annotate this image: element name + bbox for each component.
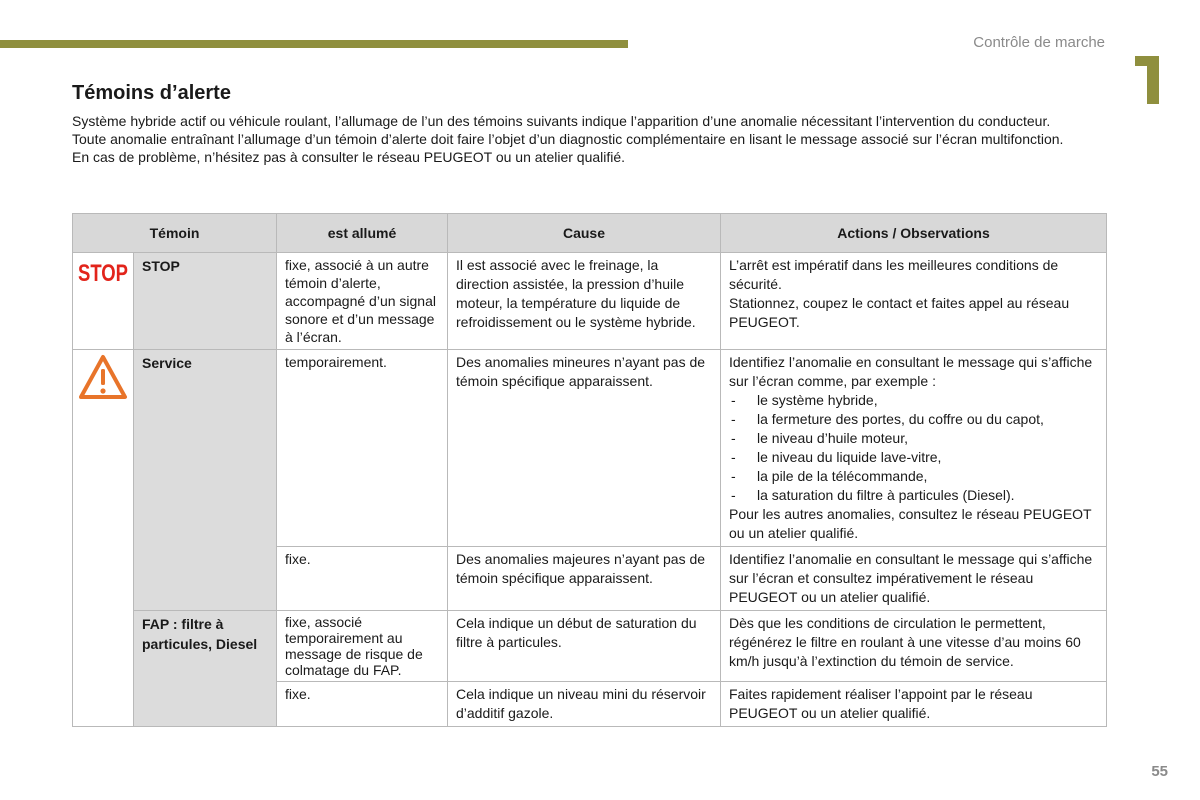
anomaly-list <box>729 391 1098 505</box>
action-text: Dès que les conditions de circulation le permettent, régénérez le filtre en roulant à une vitesse d’au moins 60 km/h jusqu’à l’extinction du témoin de service. <box>721 611 1107 682</box>
light-name: STOP <box>134 253 277 350</box>
intro-paragraph: Toute anomalie entraînant l’allumage d’un témoin d’alerte doit faire l’objet d’un diagnostic complémentaire en lisant le message associé sur l’écran multifonction. <box>72 131 1064 147</box>
col-header-allume: est allumé <box>277 214 448 253</box>
cause-text: Cela indique un début de saturation du filtre à particules. <box>448 611 721 682</box>
cause-text: Des anomalies majeures n’ayant pas de témoin spécifique apparaissent. <box>448 547 721 611</box>
action-line: Pour les autres anomalies, consultez le réseau PEUGEOT ou un atelier qualifié. <box>729 506 1092 541</box>
lit-condition: fixe, associé à un autre témoin d’alerte, accompagné d’un signal sonore et d’un message à l’écran. <box>277 253 448 350</box>
cause-text: Des anomalies mineures n’ayant pas de témoin spécifique apparaissent. <box>448 350 721 547</box>
stop-icon <box>77 259 129 285</box>
light-name: Service <box>134 350 277 611</box>
cause-text: Cela indique un niveau mini du réservoir d’additif gazole. <box>448 682 721 727</box>
section-title: Contrôle de marche <box>973 34 1105 51</box>
list-item: - le niveau du liquide lave-vitre, <box>729 448 1098 467</box>
col-header-actions: Actions / Observations <box>721 214 1107 253</box>
list-item: - le niveau d’huile moteur, <box>729 429 1098 448</box>
warning-triangle-icon <box>78 354 128 400</box>
intro-paragraph: Système hybride actif ou véhicule roulant, l’allumage de l’un des témoins suivants indique l’apparition d’une anomalie nécessitant l’intervention du conducteur. <box>72 113 1051 129</box>
page-number: 55 <box>1151 763 1168 780</box>
action-text <box>721 350 1107 547</box>
lit-condition: fixe, associé temporairement au message de risque de colmatage du FAP. <box>277 611 448 682</box>
intro-paragraph: En cas de problème, n’hésitez pas à consulter le réseau PEUGEOT ou un atelier qualifié. <box>72 149 626 165</box>
list-item: - le système hybride, <box>729 391 1098 410</box>
action-line: Stationnez, coupez le contact et faites appel au réseau PEUGEOT. <box>729 295 1070 330</box>
action-line: Identifiez l’anomalie en consultant le message qui s’affiche sur l’écran comme, par exemple : <box>729 354 1093 389</box>
light-name: FAP : filtre à particules, Diesel <box>134 611 277 727</box>
list-item: - la saturation du filtre à particules (Diesel). <box>729 486 1098 505</box>
warning-lights-table <box>72 213 1107 727</box>
lit-condition: fixe. <box>277 547 448 611</box>
table-row <box>73 350 1107 547</box>
icon-cell <box>73 253 134 350</box>
action-text: Identifiez l’anomalie en consultant le message qui s’affiche sur l’écran et consultez impérativement le réseau PEUGEOT ou un atelier qualifié. <box>721 547 1107 611</box>
icon-cell <box>73 350 134 727</box>
table-row <box>73 253 1107 350</box>
list-item: - la pile de la télécommande, <box>729 467 1098 486</box>
table-row <box>73 611 1107 682</box>
col-header-cause: Cause <box>448 214 721 253</box>
action-text: Faites rapidement réaliser l’appoint par le réseau PEUGEOT ou un atelier qualifié. <box>721 682 1107 727</box>
page-title: Témoins d’alerte <box>72 82 231 104</box>
table-header-row <box>73 214 1107 253</box>
col-header-temoin: Témoin <box>73 214 277 253</box>
intro-text <box>72 112 1112 166</box>
header-bar <box>0 40 628 48</box>
svg-text:STOP: STOP <box>78 260 128 287</box>
lit-condition: fixe. <box>277 682 448 727</box>
cause-text: Il est associé avec le freinage, la direction assistée, la pression d’huile moteur, la température du liquide de refroidissement ou le système hybride. <box>448 253 721 350</box>
chapter-marker <box>1135 56 1159 104</box>
lit-condition: temporairement. <box>277 350 448 547</box>
list-item: - la fermeture des portes, du coffre ou du capot, <box>729 410 1098 429</box>
action-text <box>721 253 1107 350</box>
action-line: L’arrêt est impératif dans les meilleures conditions de sécurité. <box>729 257 1059 292</box>
